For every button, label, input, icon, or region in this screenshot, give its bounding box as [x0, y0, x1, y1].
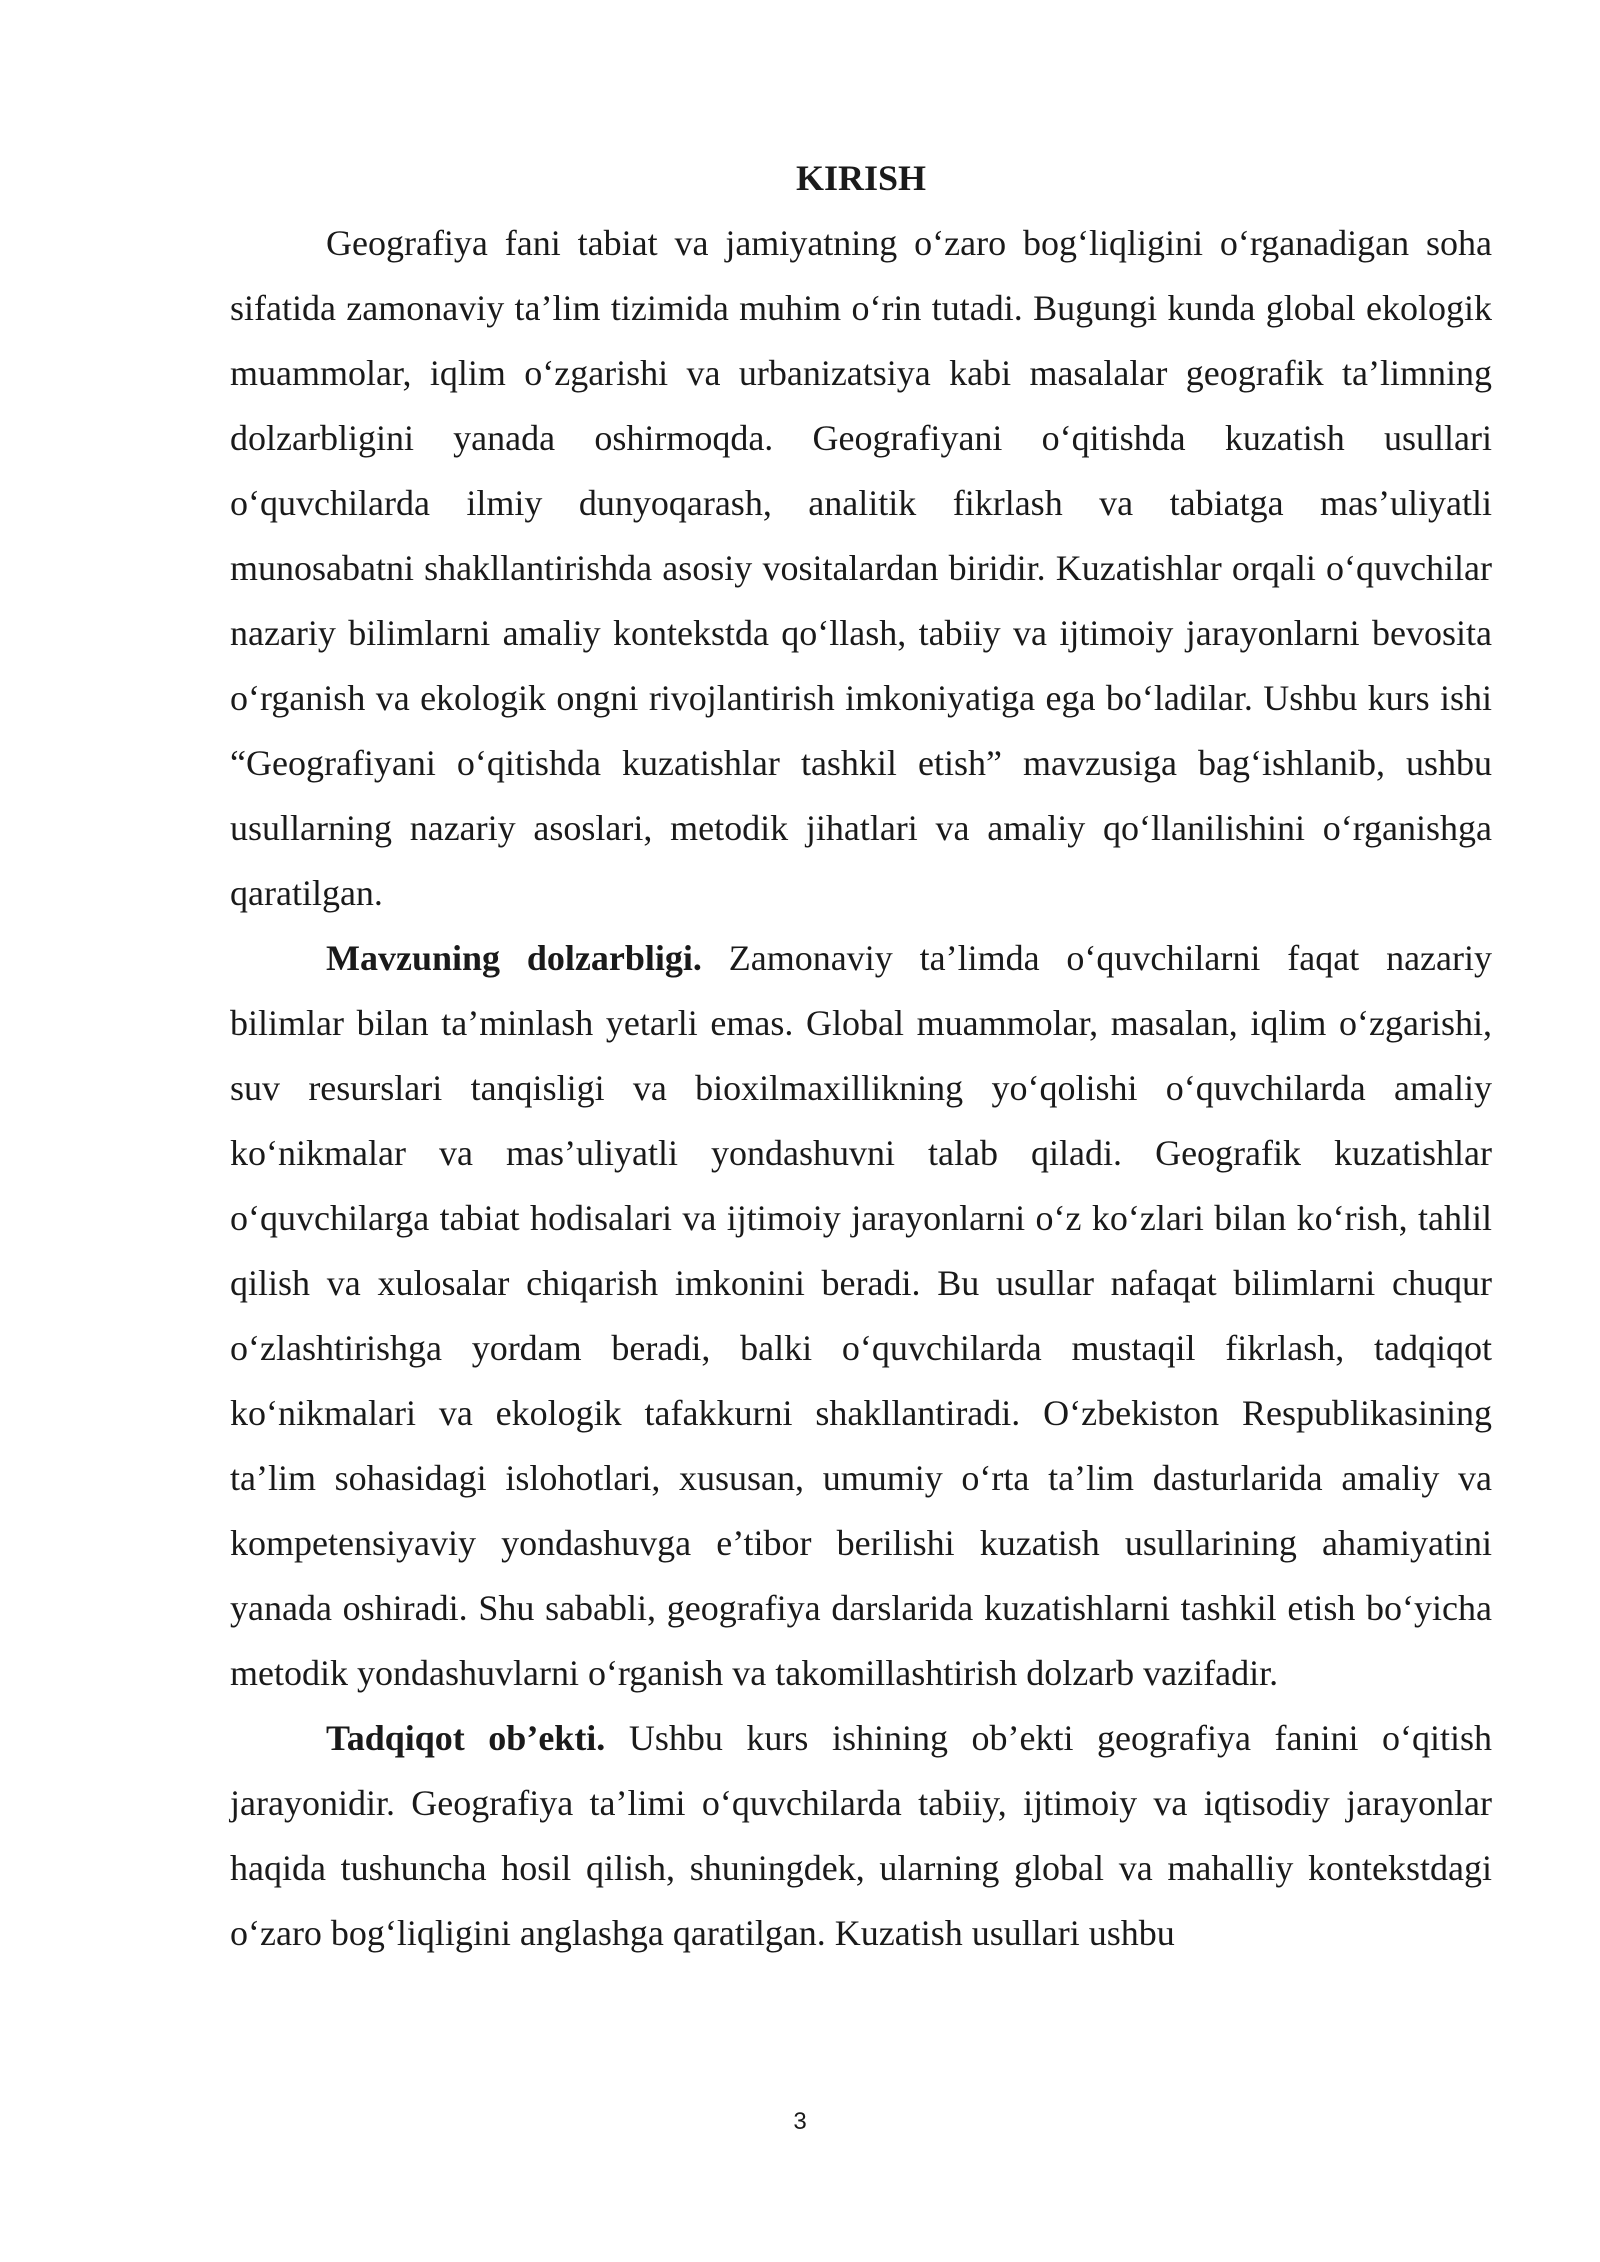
paragraph-introduction: [230, 211, 1492, 926]
paragraph-text: Zamonaviy ta’limda o‘quvchilarni faqat nazariy bilimlar bilan ta’minlash yetarli emas. Global muammolar, masalan, iqlim o‘zgarishi, suv resurslari tanqisligi va bioxilmaxillikning yo‘qolishi o‘quvchilarda amaliy ko‘nikmalar va mas’uliyatli yondashuvni talab qiladi. Geografik kuzatishlar o‘quvchilarga tabiat hodisalari va ijtimoiy jarayonlarni o‘z ko‘zlari bilan ko‘rish, tahlil qilish va xulosalar chiqarish imkonini beradi. Bu usullar nafaqat bilimlarni chuqur o‘zlashtirishga yordam beradi, balki o‘quvchilarda mustaqil fikrlash, tadqiqot ko‘nikmalari va ekologik tafakkurni shakllantiradi. O‘zbekiston Respublikasining ta’lim sohasidagi islohotlari, xususan, umumiy o‘rta ta’lim dasturlarida amaliy va kompetensiyaviy yondashuvga e’tibor berilishi kuzatish usullarining ahamiyatini yanada oshiradi. Shu sababli, geografiya darslarida kuzatishlarni tashkil etish bo‘yicha metodik yondashuvlarni o‘rganish va takomillashtirish dolzarb vazifadir.: [230, 938, 1492, 1693]
paragraph-text: Geografiya fani tabiat va jamiyatning o‘zaro bog‘liqligini o‘rganadigan soha sifatida zamonaviy ta’lim tizimida muhim o‘rin tutadi. Bugungi kunda global ekologik muammolar, iqlim o‘zgarishi va urbanizatsiya kabi masalalar geografik ta’limning dolzarbligini yanada oshirmoqda. Geografiyani o‘qitishda kuzatish usullari o‘quvchilarda ilmiy dunyoqarash, analitik fikrlash va tabiatga mas’uliyatli munosabatni shakllantirishda asosiy vositalardan biridir. Kuzatishlar orqali o‘quvchilar nazariy bilimlarni amaliy kontekstda qo‘llash, tabiiy va ijtimoiy jarayonlarni bevosita o‘rganish va ekologik ongni rivojlantirish imkoniyatiga ega bo‘ladilar. Ushbu kurs ishi “Geografiyani o‘qitishda kuzatishlar tashkil etish” mavzusiga bag‘ishlanib, ushbu usullarning nazariy asoslari, metodik jihatlari va amaliy qo‘llanilishini o‘rganishga qaratilgan.: [230, 223, 1492, 913]
page-number: 3: [793, 2108, 807, 2135]
paragraph-text: Ushbu kurs ishining ob’ekti geografiya fanini o‘qitish jarayonidir. Geografiya ta’limi o‘quvchilarda tabiiy, ijtimoiy va iqtisodiy jarayonlar haqida tushuncha hosil qilish, shuningdek, ularning global va mahalliy kontekstdagi o‘zaro bog‘liqligini anglashga qaratilgan. Kuzatish usullari ushbu: [230, 1718, 1492, 1953]
paragraph-research-object: [230, 1706, 1492, 1966]
page-body: [230, 146, 1492, 1966]
paragraph-lead: Tadqiqot ob’ekti.: [326, 1718, 606, 1758]
paragraph-relevance: [230, 926, 1492, 1706]
section-heading: KIRISH: [795, 158, 927, 198]
paragraph-lead: Mavzuning dolzarbligi.: [326, 938, 702, 978]
